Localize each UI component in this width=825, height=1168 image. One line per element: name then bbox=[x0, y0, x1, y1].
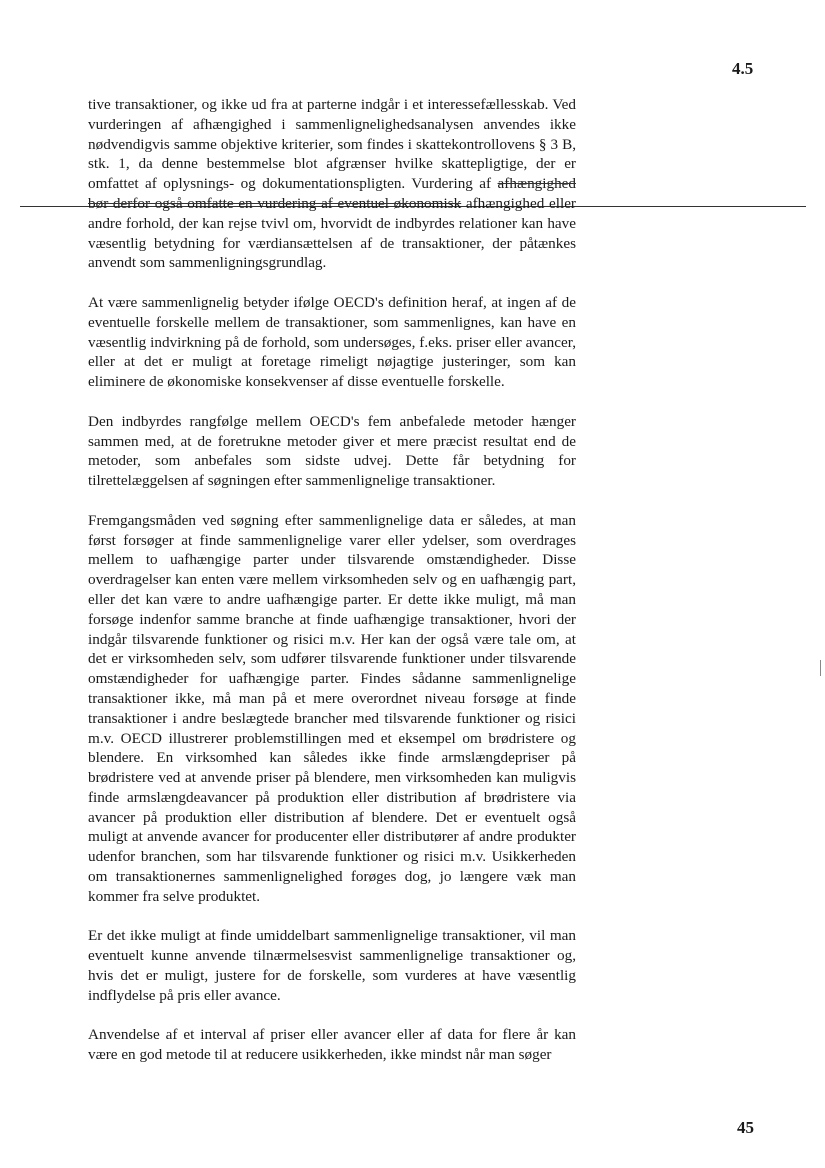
paragraph-2: At være sammenlignelig betyder ifølge OECD's definition heraf, at ingen af de eventuelle forskelle mellem de transaktioner, som sammenlignes, kan have en væsentlig indvirkning på de forhold, som undersøges, f.eks. priser eller avancer, eller at det er muligt at foretage rimeligt nøjagtige justeringer, som kan eliminere de økonomiske konsekvenser af disse eventuelle forskelle. bbox=[88, 293, 576, 391]
paragraph-5: Er det ikke muligt at finde umiddelbart sammenlignelige transaktioner, vil man eventuelt kunne anvende tilnærmelsesvist sammenlignelige transaktioner og, hvis det er muligt, justere for de forskelle, som vurderes at have væsentlig indflydelse på pris eller avance. bbox=[88, 927, 576, 1004]
body-text bbox=[88, 95, 576, 1085]
paragraph-3: Den indbyrdes rangfølge mellem OECD's fem anbefalede metoder hænger sammen med, at de foretrukne metoder giver et mere præcist resultat end de metoder, som anbefales som sidste udvej. Dette får betydning for tilrettelæggelsen af søgningen efter sammenlignelige transaktioner. bbox=[88, 412, 576, 490]
paragraph-4: Fremgangsmåden ved søgning efter sammenlignelige data er således, at man først forsøger at finde sammenlignelige varer eller ydelser, som overdrages mellem to uafhængige parter under tilsvarende omstændigheder. Disse overdragelser kan enten være mellem virksomheden selv og en uafhængig part, eller det kan være to andre uafhængige parter. Er dette ikke muligt, må man forsøge indenfor samme branche at finde uafhængige transaktioner, hvori der indgår tilsvarende funktioner og risici m.v. Her kan der også være tale om, at det er virksomheden selv, som udfører tilsvarende funktioner under tilsvarende omstændigheder for uafhængige parter. Findes sådanne sammenlignelige transaktioner ikke, må man på et mere overordnet niveau forsøge at finde transaktioner i andre beslægtede brancher med tilsvarende funktioner og risici m.v. OECD illustrerer problemstillingen med et eksempel om brødristere og blendere. En virksomhed kan således ikke finde armslængdepriser på brødristere ved at anvende priser på blendere, men virksomheden kan muligvis finde armslængdeavancer på produktion eller distribution af brødristere via avancer på produktion eller distribution af blendere. Det er eventuelt også muligt at anvende avancer for producenter eller distributører af andre produkter udenfor branchen, som har tilsvarende funktioner og risici m.v. Usikkerheden om transaktionernes sammenlignelighed forøges dog, jo længere væk man kommer fra selve produktet. bbox=[88, 511, 576, 905]
section-number: 4.5 bbox=[732, 59, 754, 78]
paragraph-6: Anvendelse af et interval af priser eller avancer eller af data for flere år kan være en god metode til at reducere usikkerheden, ikke mindst når man søger bbox=[88, 1026, 576, 1064]
scan-edge-mark bbox=[820, 660, 821, 676]
paragraph-1 bbox=[88, 95, 576, 273]
paragraph-1-part-a: tive transaktioner, og ikke ud fra at parterne indgår i et interessefællesskab. Ved vurderingen af afhængighed i sammenlignelighedsanalysen anvendes ikke nødvendigvis samme objektive kriterier, som findes i skattekontrollovens § 3 B, stk. 1, da denne bestemmelse blot afgrænser hvilke skattepligtige, der er omfattet af oplysnings- og dokumentationspligten. Vurdering af bbox=[88, 96, 576, 193]
paragraph-1-part-b: afhængighed eller andre forhold, der kan rejse tvivl om, hvorvidt de indbyrdes relationer kan have væsentlig betydning for værdiansættelsen af de transaktioner, der påtænkes anvendt som sammenligningsgrundlag. bbox=[88, 194, 576, 272]
struck-through-text: afhængighed bør derfor også omfatte en vurdering af eventuel økonomisk bbox=[88, 175, 576, 212]
page-number: 45 bbox=[737, 1118, 754, 1137]
